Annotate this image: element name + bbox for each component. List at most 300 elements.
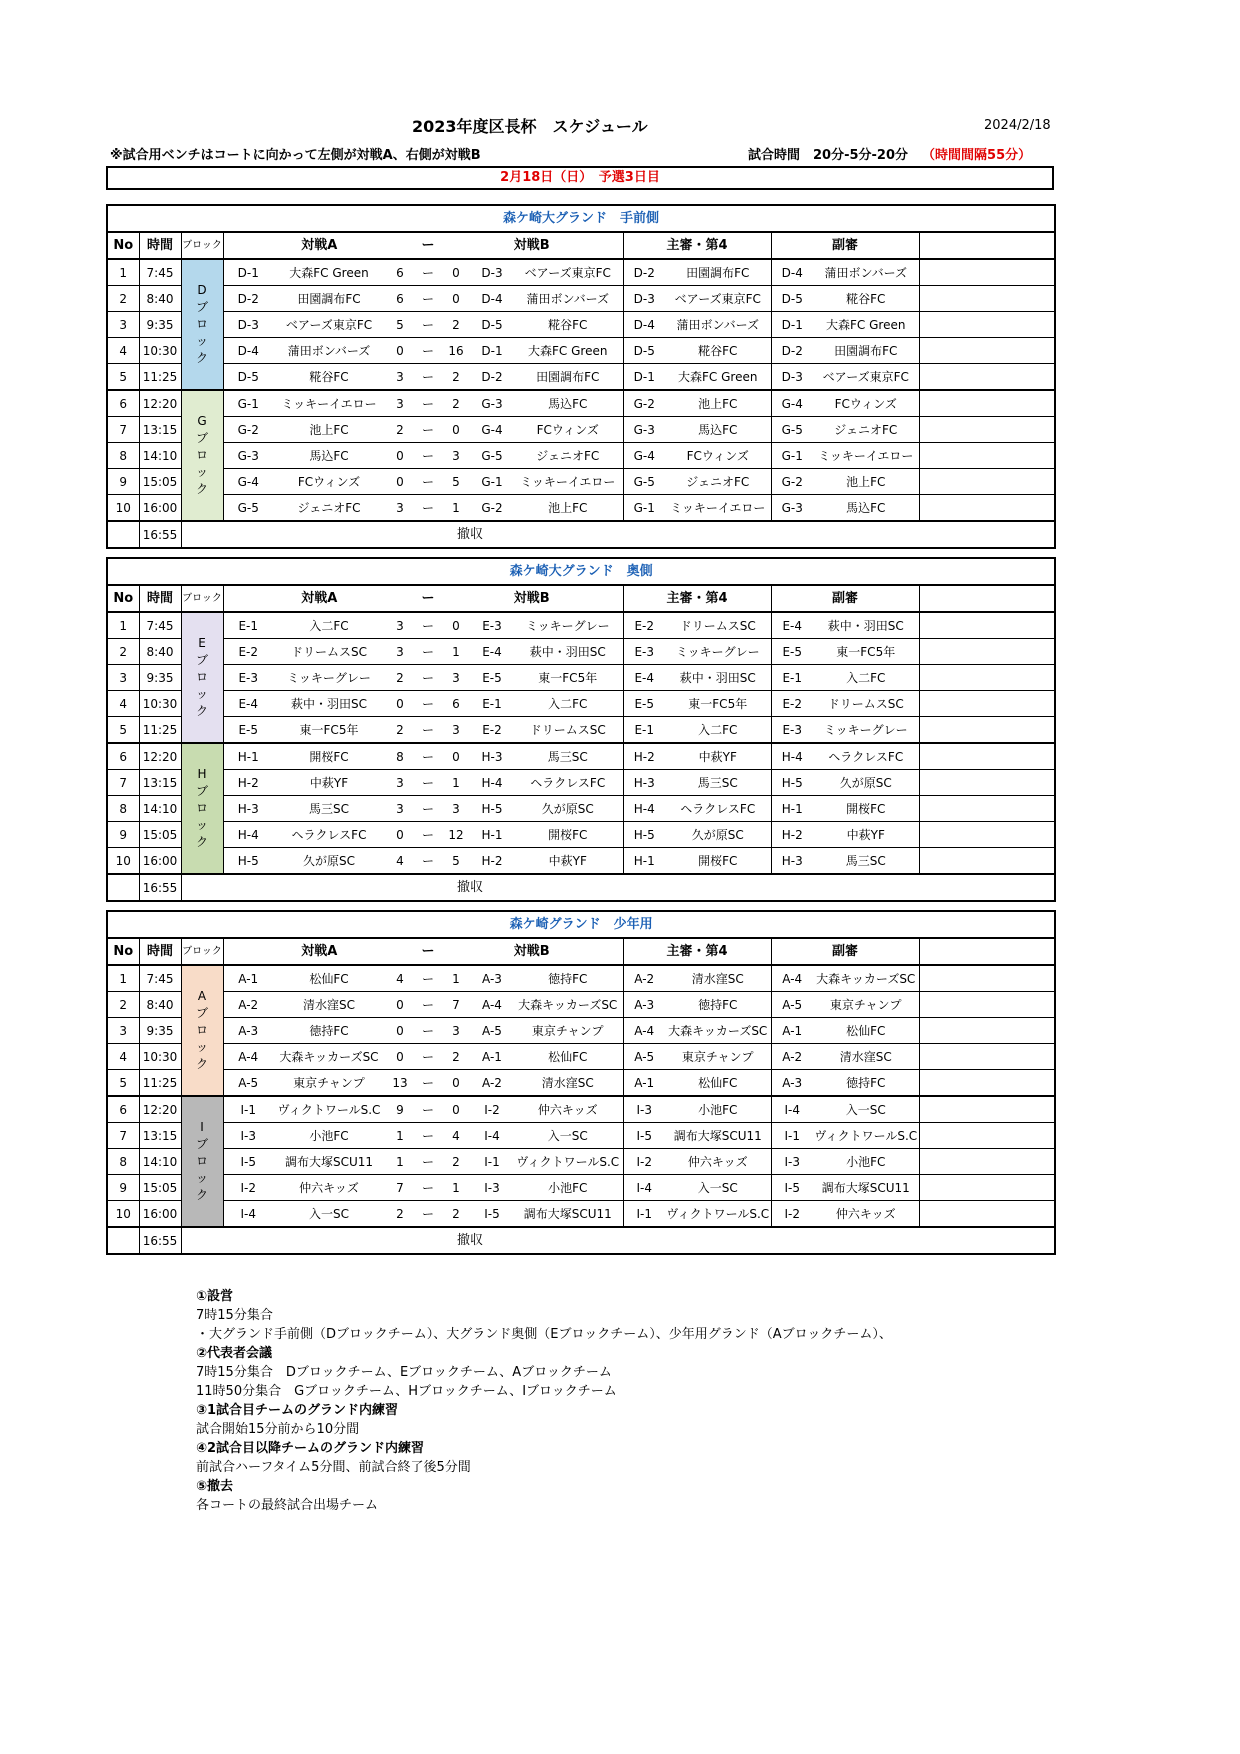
referee-team: 小池FC (665, 1096, 771, 1123)
match-time: 11:25 (139, 364, 181, 391)
referee-team: 馬三SC (665, 770, 771, 796)
score-a: 2 (385, 665, 415, 691)
block-char: ブ (195, 431, 208, 445)
score-separator: ー (415, 338, 441, 364)
assistant-code: H-1 (771, 796, 813, 822)
team-b-name: 清水窪SC (513, 1070, 623, 1097)
assistant-code: H-5 (771, 770, 813, 796)
assistant-team: 仲六キッズ (813, 1201, 919, 1228)
team-a-code: I-2 (223, 1175, 273, 1201)
team-b-code: I-4 (471, 1123, 513, 1149)
team-a-code: H-2 (223, 770, 273, 796)
team-a-name: 大森FC Green (273, 259, 385, 286)
match-no: 3 (107, 1018, 139, 1044)
score-a: 3 (385, 390, 415, 417)
team-b-code: D-4 (471, 286, 513, 312)
score-separator: ー (415, 364, 441, 391)
block-char: ロ (195, 801, 208, 815)
header-team-a: 対戦A (223, 585, 415, 612)
score-a: 3 (385, 364, 415, 391)
score-separator: ー (415, 639, 441, 665)
header-block: ブロック (181, 232, 223, 259)
team-a-name: 中萩YF (273, 770, 385, 796)
block-char: ロ (195, 670, 208, 684)
match-row (107, 691, 1055, 717)
match-no: 10 (107, 495, 139, 522)
score-a: 0 (385, 691, 415, 717)
empty-cell (919, 364, 1055, 391)
team-b-code: H-5 (471, 796, 513, 822)
match-time: 7:45 (139, 259, 181, 286)
match-no: 5 (107, 1070, 139, 1097)
team-b-name: ヴィクトワールS.C (513, 1149, 623, 1175)
block-char: ッ (195, 818, 208, 832)
team-a-name: 入一SC (273, 1201, 385, 1228)
match-no: 8 (107, 443, 139, 469)
team-a-code: G-3 (223, 443, 273, 469)
notes-line: 前試合ハーフタイム5分間、前試合終了後5分間 (196, 1460, 471, 1475)
empty-cell (919, 1044, 1055, 1070)
assistant-team: 松仙FC (813, 1018, 919, 1044)
notes-line: 試合開始15分前から10分間 (196, 1422, 360, 1437)
assistant-team: 入二FC (813, 665, 919, 691)
referee-team: ベアーズ東京FC (665, 286, 771, 312)
team-a-name: 松仙FC (273, 965, 385, 992)
match-row (107, 992, 1055, 1018)
team-b-code: G-3 (471, 390, 513, 417)
block-char: ブ (195, 1137, 208, 1151)
match-time: 15:05 (139, 822, 181, 848)
score-b: 1 (441, 965, 471, 992)
team-b-name: ミッキーイエロー (513, 469, 623, 495)
score-a: 0 (385, 469, 415, 495)
match-row (107, 822, 1055, 848)
team-b-name: ジェニオFC (513, 443, 623, 469)
score-separator: ー (415, 822, 441, 848)
closing-label: 撤収 (181, 1227, 513, 1254)
score-a: 7 (385, 1175, 415, 1201)
referee-code: I-4 (623, 1175, 665, 1201)
team-b-code: D-2 (471, 364, 513, 391)
closing-row (107, 521, 1055, 548)
assistant-team: 東京チャンプ (813, 992, 919, 1018)
empty-cell (919, 612, 1055, 639)
match-time: 15:05 (139, 469, 181, 495)
score-separator: ー (415, 443, 441, 469)
match-time: 9:35 (139, 665, 181, 691)
score-b: 0 (441, 743, 471, 770)
score-separator: ー (415, 1149, 441, 1175)
team-b-code: A-4 (471, 992, 513, 1018)
match-time: 10:30 (139, 691, 181, 717)
referee-team: ミッキーイエロー (665, 495, 771, 522)
match-row (107, 796, 1055, 822)
team-b-code: G-1 (471, 469, 513, 495)
team-a-name: 馬三SC (273, 796, 385, 822)
team-b-name: 小池FC (513, 1175, 623, 1201)
score-a: 6 (385, 286, 415, 312)
assistant-code: G-3 (771, 495, 813, 522)
referee-code: D-1 (623, 364, 665, 391)
match-no: 3 (107, 312, 139, 338)
closing-row (107, 874, 1055, 901)
match-row (107, 612, 1055, 639)
header-no: No (107, 232, 139, 259)
match-row (107, 312, 1055, 338)
score-a: 3 (385, 639, 415, 665)
referee-team: 大森FC Green (665, 364, 771, 391)
match-time: 8:40 (139, 992, 181, 1018)
score-b: 2 (441, 1149, 471, 1175)
match-time: 14:10 (139, 1149, 181, 1175)
score-b: 3 (441, 717, 471, 744)
assistant-code: I-5 (771, 1175, 813, 1201)
block-char: ッ (195, 1171, 208, 1185)
referee-code: D-3 (623, 286, 665, 312)
assistant-code: E-5 (771, 639, 813, 665)
venue-table (106, 910, 1056, 1255)
block-char: ブ (195, 653, 208, 667)
block-label (181, 259, 223, 390)
header-team-b: 対戦B (441, 232, 623, 259)
closing-filler (513, 1227, 1055, 1254)
block-label (181, 1096, 223, 1227)
assistant-team: 開桜FC (813, 796, 919, 822)
match-time: 11:25 (139, 717, 181, 744)
notes-line: ・大グランド手前側（Dブロックチーム）、大グランド奥側（Eブロックチーム）、少年用グランド（Aブロックチーム）、 (196, 1327, 892, 1342)
referee-team: 中萩YF (665, 743, 771, 770)
match-no: 2 (107, 286, 139, 312)
block-char: ブ (195, 784, 208, 798)
match-time: 12:20 (139, 743, 181, 770)
team-b-name: 開桜FC (513, 822, 623, 848)
referee-team: 仲六キッズ (665, 1149, 771, 1175)
header-block: ブロック (181, 938, 223, 965)
assistant-team: 池上FC (813, 469, 919, 495)
match-time: 7:45 (139, 612, 181, 639)
block-char: ク (195, 351, 208, 365)
empty-cell (919, 822, 1055, 848)
match-row (107, 259, 1055, 286)
score-b: 16 (441, 338, 471, 364)
header-time: 時間 (139, 232, 181, 259)
score-b: 1 (441, 770, 471, 796)
empty-cell (919, 1018, 1055, 1044)
team-b-name: ヘラクレスFC (513, 770, 623, 796)
team-b-name: 松仙FC (513, 1044, 623, 1070)
block-char: ロ (195, 317, 208, 331)
referee-team: FCウィンズ (665, 443, 771, 469)
assistant-code: A-1 (771, 1018, 813, 1044)
score-separator: ー (415, 796, 441, 822)
referee-team: 松仙FC (665, 1070, 771, 1097)
score-a: 3 (385, 770, 415, 796)
empty-cell (919, 770, 1055, 796)
header-assistant: 副審 (771, 232, 919, 259)
team-b-code: A-3 (471, 965, 513, 992)
assistant-code: G-5 (771, 417, 813, 443)
team-a-code: I-4 (223, 1201, 273, 1228)
score-separator: ー (415, 965, 441, 992)
block-char: ロ (195, 448, 208, 462)
referee-team: 大森キッカーズSC (665, 1018, 771, 1044)
empty-cell (919, 796, 1055, 822)
assistant-team: 小池FC (813, 1149, 919, 1175)
match-time: 9:35 (139, 1018, 181, 1044)
score-b: 0 (441, 1096, 471, 1123)
assistant-team: ミッキーイエロー (813, 443, 919, 469)
score-b: 6 (441, 691, 471, 717)
score-a: 0 (385, 338, 415, 364)
referee-code: E-1 (623, 717, 665, 744)
match-row (107, 390, 1055, 417)
score-a: 6 (385, 259, 415, 286)
score-separator: ー (415, 259, 441, 286)
referee-code: G-3 (623, 417, 665, 443)
referee-team: 萩中・羽田SC (665, 665, 771, 691)
match-row (107, 1149, 1055, 1175)
team-a-code: D-1 (223, 259, 273, 286)
team-a-code: E-1 (223, 612, 273, 639)
match-row (107, 1201, 1055, 1228)
referee-team: 東京チャンプ (665, 1044, 771, 1070)
referee-code: G-4 (623, 443, 665, 469)
block-char: ク (195, 482, 208, 496)
block-char: ロ (195, 1023, 208, 1037)
match-time: 8:40 (139, 286, 181, 312)
team-b-code: A-5 (471, 1018, 513, 1044)
match-no: 10 (107, 1201, 139, 1228)
assistant-code: G-4 (771, 390, 813, 417)
match-row (107, 965, 1055, 992)
assistant-code: E-1 (771, 665, 813, 691)
team-a-name: 蒲田ボンバーズ (273, 338, 385, 364)
match-row (107, 286, 1055, 312)
assistant-code: A-3 (771, 1070, 813, 1097)
assistant-code: G-1 (771, 443, 813, 469)
notes-heading: ②代表者会議 (196, 1346, 273, 1361)
referee-code: D-2 (623, 259, 665, 286)
match-time: 9:35 (139, 312, 181, 338)
header-block: ブロック (181, 585, 223, 612)
match-time: 12:20 (139, 390, 181, 417)
assistant-code: D-3 (771, 364, 813, 391)
match-no: 6 (107, 390, 139, 417)
match-no: 8 (107, 796, 139, 822)
column-header-row (107, 938, 1055, 965)
empty-cell (919, 691, 1055, 717)
assistant-team: 久が原SC (813, 770, 919, 796)
column-header-row (107, 585, 1055, 612)
team-a-name: ドリームスSC (273, 639, 385, 665)
assistant-team: 徳持FC (813, 1070, 919, 1097)
header-no: No (107, 585, 139, 612)
referee-code: E-3 (623, 639, 665, 665)
referee-code: G-2 (623, 390, 665, 417)
empty-cell (919, 992, 1055, 1018)
assistant-code: A-5 (771, 992, 813, 1018)
referee-code: E-2 (623, 612, 665, 639)
match-row (107, 364, 1055, 391)
referee-code: I-2 (623, 1149, 665, 1175)
assistant-team: FCウィンズ (813, 390, 919, 417)
team-a-code: A-1 (223, 965, 273, 992)
match-no: 5 (107, 717, 139, 744)
score-separator: ー (415, 743, 441, 770)
team-a-code: H-1 (223, 743, 273, 770)
match-time: 10:30 (139, 1044, 181, 1070)
referee-team: ドリームスSC (665, 612, 771, 639)
assistant-team: ミッキーグレー (813, 717, 919, 744)
score-a: 4 (385, 848, 415, 875)
referee-team: ミッキーグレー (665, 639, 771, 665)
referee-code: E-4 (623, 665, 665, 691)
match-time: 15:05 (139, 1175, 181, 1201)
team-b-name: 東一FC5年 (513, 665, 623, 691)
venue-name: 森ケ崎グランド 少年用 (107, 911, 1055, 938)
empty-cell (919, 338, 1055, 364)
referee-code: H-4 (623, 796, 665, 822)
assistant-team: 馬込FC (813, 495, 919, 522)
score-separator: ー (415, 717, 441, 744)
closing-filler (513, 521, 1055, 548)
team-b-name: 田園調布FC (513, 364, 623, 391)
score-b: 5 (441, 469, 471, 495)
assistant-code: H-3 (771, 848, 813, 875)
assistant-team: ベアーズ東京FC (813, 364, 919, 391)
team-b-name: 馬込FC (513, 390, 623, 417)
team-b-name: 蒲田ボンバーズ (513, 286, 623, 312)
score-a: 0 (385, 1018, 415, 1044)
score-separator: ー (415, 495, 441, 522)
team-a-code: A-5 (223, 1070, 273, 1097)
team-a-name: 池上FC (273, 417, 385, 443)
match-time-label: 試合時間 20分-5分-20分 (748, 148, 909, 163)
referee-team: 徳持FC (665, 992, 771, 1018)
team-a-name: 入二FC (273, 612, 385, 639)
header-time: 時間 (139, 585, 181, 612)
team-b-name: 入二FC (513, 691, 623, 717)
team-b-code: A-1 (471, 1044, 513, 1070)
match-no: 3 (107, 665, 139, 691)
team-b-code: E-4 (471, 639, 513, 665)
match-row (107, 1018, 1055, 1044)
score-b: 3 (441, 796, 471, 822)
team-b-name: FCウィンズ (513, 417, 623, 443)
score-separator: ー (415, 1018, 441, 1044)
match-no: 8 (107, 1149, 139, 1175)
empty-cell (919, 1175, 1055, 1201)
score-b: 0 (441, 286, 471, 312)
assistant-code: I-2 (771, 1201, 813, 1228)
team-a-code: G-4 (223, 469, 273, 495)
match-row (107, 665, 1055, 691)
score-a: 1 (385, 1149, 415, 1175)
referee-team: ジェニオFC (665, 469, 771, 495)
team-a-code: H-3 (223, 796, 273, 822)
referee-team: 入二FC (665, 717, 771, 744)
notes-heading: ③1試合目チームのグランド内練習 (196, 1403, 399, 1418)
venue-header-row (107, 205, 1055, 232)
score-a: 5 (385, 312, 415, 338)
team-b-code: G-5 (471, 443, 513, 469)
match-row (107, 495, 1055, 522)
match-row (107, 1096, 1055, 1123)
referee-team: 清水窪SC (665, 965, 771, 992)
score-b: 1 (441, 1175, 471, 1201)
referee-team: 入一SC (665, 1175, 771, 1201)
referee-code: I-1 (623, 1201, 665, 1228)
match-row (107, 770, 1055, 796)
closing-time: 16:55 (139, 874, 181, 901)
match-time: 13:15 (139, 417, 181, 443)
team-a-name: 田園調布FC (273, 286, 385, 312)
header-team-b: 対戦B (441, 938, 623, 965)
team-b-name: 大森キッカーズSC (513, 992, 623, 1018)
team-b-name: 池上FC (513, 495, 623, 522)
score-a: 3 (385, 495, 415, 522)
team-b-name: 中萩YF (513, 848, 623, 875)
referee-team: 久が原SC (665, 822, 771, 848)
score-separator: ー (415, 1201, 441, 1228)
closing-filler (513, 874, 1055, 901)
team-b-code: D-5 (471, 312, 513, 338)
team-a-name: 馬込FC (273, 443, 385, 469)
team-b-code: I-5 (471, 1201, 513, 1228)
match-no: 10 (107, 848, 139, 875)
score-b: 0 (441, 259, 471, 286)
block-char: ブ (195, 1006, 208, 1020)
header-vs: ー (415, 938, 441, 965)
assistant-code: D-2 (771, 338, 813, 364)
closing-label: 撤収 (181, 521, 513, 548)
match-time: 16:00 (139, 1201, 181, 1228)
match-time: 14:10 (139, 443, 181, 469)
match-row (107, 338, 1055, 364)
empty-cell (919, 848, 1055, 875)
match-row (107, 417, 1055, 443)
assistant-code: D-5 (771, 286, 813, 312)
referee-team: 東一FC5年 (665, 691, 771, 717)
match-row (107, 717, 1055, 744)
match-row (107, 848, 1055, 875)
referee-team: ヘラクレスFC (665, 796, 771, 822)
header-empty (919, 938, 1055, 965)
closing-time: 16:55 (139, 521, 181, 548)
match-no: 4 (107, 338, 139, 364)
score-a: 9 (385, 1096, 415, 1123)
referee-team: ヴィクトワールS.C (665, 1201, 771, 1228)
score-separator: ー (415, 1096, 441, 1123)
team-b-name: ミッキーグレー (513, 612, 623, 639)
assistant-team: 馬三SC (813, 848, 919, 875)
team-a-code: G-5 (223, 495, 273, 522)
match-time: 16:00 (139, 495, 181, 522)
match-time: 13:15 (139, 770, 181, 796)
notes-line: 各コートの最終試合出場チーム (196, 1498, 379, 1513)
assistant-team: ヴィクトワールS.C (813, 1123, 919, 1149)
bench-note: ※試合用ベンチはコートに向かって左側が対戦A、右側が対戦B (110, 148, 481, 163)
team-a-name: 徳持FC (273, 1018, 385, 1044)
team-a-name: 開桜FC (273, 743, 385, 770)
match-time: 12:20 (139, 1096, 181, 1123)
score-separator: ー (415, 1070, 441, 1097)
referee-code: H-1 (623, 848, 665, 875)
assistant-team: 蒲田ボンバーズ (813, 259, 919, 286)
referee-code: A-5 (623, 1044, 665, 1070)
closing-no (107, 1227, 139, 1254)
notes-line: 7時15分集合 Dブロックチーム、Eブロックチーム、Aブロックチーム (196, 1365, 612, 1380)
